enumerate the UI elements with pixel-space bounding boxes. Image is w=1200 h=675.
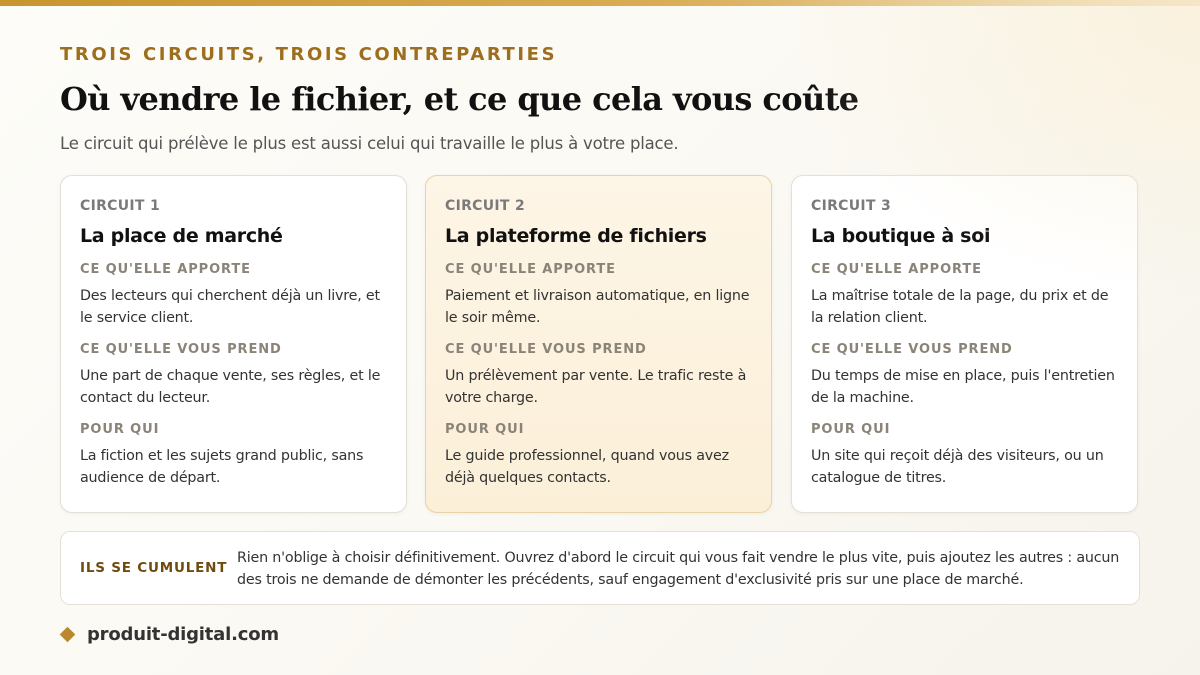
card-title: La plateforme de fichiers <box>445 225 707 247</box>
note-label: ILS SE CUMULENT <box>80 560 228 576</box>
card-title: La boutique à soi <box>811 225 991 247</box>
page-title: Où vendre le fichier, et ce que cela vous coûte <box>60 80 859 118</box>
brings-text: Des lecteurs qui cherchent déjà un livre, et le service client. <box>80 288 380 326</box>
brings-text: Paiement et livraison automatique, en ligne le soir même. <box>445 288 750 326</box>
card-title: La place de marché <box>80 225 283 247</box>
takes-label: CE QU'ELLE VOUS PREND <box>80 342 282 357</box>
page-subtitle: Le circuit qui prélève le plus est aussi celui qui travaille le plus à votre place. <box>60 134 679 153</box>
takes-text: Une part de chaque vente, ses règles, et le contact du lecteur. <box>80 368 381 406</box>
circuit-card-1 <box>60 175 407 513</box>
for-whom-text: Un site qui reçoit déjà des visiteurs, ou un catalogue de titres. <box>811 448 1104 486</box>
for-whom-label: POUR QUI <box>445 422 525 437</box>
takes-label: CE QU'ELLE VOUS PREND <box>811 342 1013 357</box>
takes-text: Du temps de mise en place, puis l'entretien de la machine. <box>811 368 1115 406</box>
circuit-card-2 <box>425 175 772 513</box>
circuit-card-3 <box>791 175 1138 513</box>
for-whom-label: POUR QUI <box>811 422 891 437</box>
brings-label: CE QU'ELLE APPORTE <box>80 262 251 277</box>
diamond-icon <box>60 627 76 643</box>
brings-label: CE QU'ELLE APPORTE <box>445 262 616 277</box>
note-text: Rien n'oblige à choisir définitivement. Ouvrez d'abord le circuit qui vous fait vendre le plus vite, puis ajoutez les autres : aucun des trois ne demande de démonter les précédents, sauf engagement d'exclusivité pris sur une place de marché. <box>237 550 1120 588</box>
card-kicker: CIRCUIT 3 <box>811 198 891 214</box>
takes-label: CE QU'ELLE VOUS PREND <box>445 342 647 357</box>
takes-text: Un prélèvement par vente. Le trafic reste à votre charge. <box>445 368 747 406</box>
card-kicker: CIRCUIT 2 <box>445 198 525 214</box>
for-whom-label: POUR QUI <box>80 422 160 437</box>
eyebrow: TROIS CIRCUITS, TROIS CONTREPARTIES <box>60 44 558 65</box>
brings-text: La maîtrise totale de la page, du prix et de la relation client. <box>811 288 1109 326</box>
for-whom-text: La fiction et les sujets grand public, sans audience de départ. <box>80 448 364 486</box>
brings-label: CE QU'ELLE APPORTE <box>811 262 982 277</box>
for-whom-text: Le guide professionnel, quand vous avez déjà quelques contacts. <box>445 448 729 486</box>
footer-brand: produit-digital.com <box>87 624 279 645</box>
cumulative-note <box>60 531 1140 605</box>
top-accent-bar <box>0 0 1200 6</box>
footer <box>60 624 279 645</box>
card-kicker: CIRCUIT 1 <box>80 198 160 214</box>
